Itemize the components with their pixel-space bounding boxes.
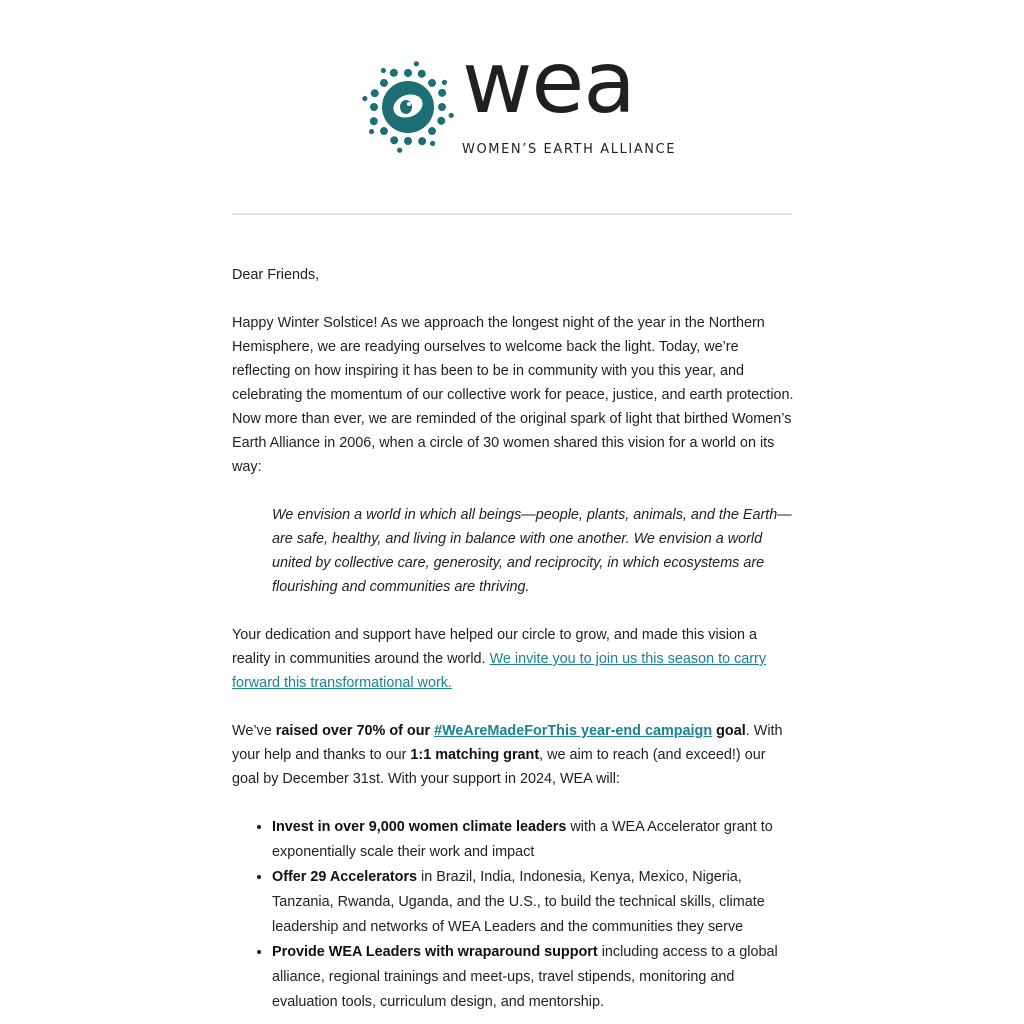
goals-list: [232, 815, 794, 1015]
support-paragraph: [232, 623, 794, 695]
list-item: [272, 815, 794, 865]
campaign-text-1: We’ve: [232, 723, 276, 739]
support-text: Your dedication and support have helped our circle to grow, and made this vision a reality in communities around the world.: [232, 627, 758, 667]
campaign-paragraph: [232, 719, 794, 791]
vision-quote: We envision a world in which all beings—people, plants, animals, and the Earth—are safe, healthy, and living in balance with one another. We envision a world united by collective care, generosity, and reciprocity, in which ecosystems are flourishing and communities are thriving.: [272, 507, 792, 595]
logo-tagline: WOMEN’S EARTH ALLIANCE: [462, 142, 677, 157]
campaign-text-2: . With your help and thanks to our: [232, 723, 783, 763]
list-item-bold: Offer 29 Accelerators: [272, 869, 418, 885]
list-item-text: with a WEA Accelerator grant to exponentially scale their work and impact: [272, 819, 773, 860]
header-divider: [232, 213, 792, 215]
greeting: Dear Friends,: [232, 267, 320, 283]
list-item-text: including access to a global alliance, regional trainings and meet-ups, travel stipends, monitoring and evaluation tools, curriculum design, and mentorship.: [272, 944, 778, 1010]
list-item: [272, 865, 794, 940]
campaign-goal: goal: [712, 723, 746, 739]
campaign-text-3: , we aim to reach (and exceed!) our goal by December 31st. With your support in 2024, WEA will:: [232, 747, 766, 787]
wea-sun-emblem-icon: [360, 56, 460, 160]
email-body: [232, 263, 794, 1015]
join-us-link[interactable]: We invite you to join us this season to carry forward this transformational work.: [232, 651, 767, 691]
list-item-text: in Brazil, India, Indonesia, Kenya, Mexico, Nigeria, Tanzania, Rwanda, Uganda, and the U.S., to build the technical skills, climate leadership and networks of WEA Leaders and the communities they serve: [272, 869, 765, 935]
intro-paragraph: Happy Winter Solstice! As we approach the longest night of the year in the Northern Hemisphere, we are readying ourselves to welcome back the light. Today, we’re reflecting on how inspiring it has been to be in community with you this year, and celebrating the momentum of our collective work for peace, justice, and earth protection. Now more than ever, we are reminded of the original spark of light that birthed Women’s Earth Alliance in 2006, when a circle of 30 women shared this vision for a world on its way:: [232, 315, 794, 475]
campaign-link[interactable]: #WeAreMadeForThis year-end campaign: [434, 723, 713, 739]
list-item-bold: Provide WEA Leaders with wraparound support: [272, 944, 598, 960]
matching-grant: 1:1 matching grant: [410, 747, 540, 763]
list-item-bold: Invest in over 9,000 women climate leaders: [272, 819, 567, 835]
list-item: [272, 940, 794, 1015]
email-header-logo[interactable]: [360, 33, 677, 160]
campaign-raised: raised over 70% of our: [275, 723, 435, 739]
logo-wordmark: wea: [462, 33, 635, 133]
